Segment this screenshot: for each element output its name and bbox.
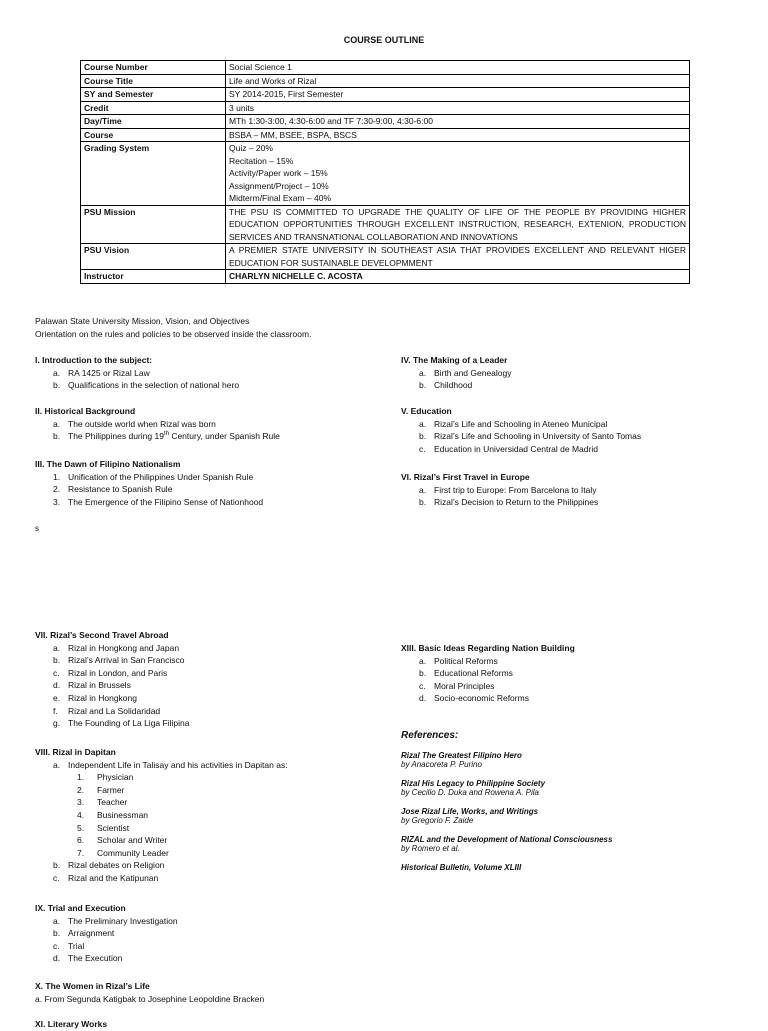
- list-text: Unification of the Philippines Under Spanish Rule: [68, 471, 254, 482]
- list-marker: c.: [53, 667, 60, 678]
- info-value-line: Social Science 1: [229, 62, 292, 72]
- list-text: Rizal’s Life and Schooling in Ateneo Municipal: [434, 418, 608, 429]
- list-marker: c.: [53, 940, 60, 951]
- list-text: Rizal and La Solidaridad: [68, 705, 161, 716]
- list-text: Educational Reforms: [434, 668, 513, 679]
- info-label: PSU Vision: [81, 244, 226, 270]
- intro-line: Orientation on the rules and policies to be observed inside the classroom.: [35, 329, 312, 339]
- list-item: [35, 822, 288, 835]
- list-text: Trial: [68, 940, 85, 951]
- outline-list: [401, 655, 575, 705]
- list-marker: d.: [53, 680, 61, 691]
- info-value: [226, 128, 690, 142]
- document-title: COURSE OUTLINE: [343, 35, 425, 45]
- list-item: [35, 809, 288, 822]
- list-text: Moral Principles: [434, 680, 495, 691]
- list-text: Rizal’s Arrival in San Francisco: [68, 655, 185, 666]
- info-row: [81, 270, 690, 284]
- info-value-line: A PREMIER STATE UNIVERSITY IN SOUTHEAST ASIA THAT PROVIDES EXCELLENT AND RELEVANT HIGER EDUCATION FOR SUSTAINABLE DEVELOPMMENT: [229, 245, 686, 268]
- list-text: Rizal in Hongkong: [68, 692, 137, 703]
- list-item: [401, 379, 512, 392]
- section-making-of-leader: [401, 354, 512, 392]
- list-marker: 6.: [77, 835, 85, 846]
- info-value-line: Life and Works of Rizal: [229, 75, 317, 86]
- list-item: [401, 692, 575, 705]
- list-item: [35, 927, 178, 940]
- list-item: [35, 379, 239, 392]
- section-nation-building: [401, 642, 575, 705]
- info-row: [81, 244, 690, 270]
- section-heading: III. The Dawn of Filipino Nationalism: [35, 459, 181, 469]
- list-marker: b.: [53, 860, 61, 871]
- list-marker: 1.: [77, 772, 85, 783]
- list-text: Teacher: [97, 797, 128, 808]
- list-text: Businessman: [97, 809, 149, 820]
- list-marker: c.: [419, 680, 426, 691]
- reference-author: by Anacoreta P. Purino: [401, 760, 482, 769]
- reference-title: Rizal His Legacy to Philippine Society: [401, 779, 546, 788]
- list-item: [401, 367, 512, 380]
- list-text: Education in Universidad Central de Madrid: [434, 443, 598, 454]
- section-literary-works: [35, 1018, 107, 1031]
- info-value: [226, 88, 690, 102]
- list-marker: a.: [419, 484, 427, 495]
- section-second-travel: [35, 629, 189, 730]
- list-text: Qualifications in the selection of national hero: [68, 380, 240, 391]
- section-heading: X. The Women in Rizal’s Life: [35, 981, 150, 991]
- list-text: RA 1425 or Rizal Law: [68, 367, 150, 378]
- info-value: [226, 270, 690, 284]
- list-text: First trip to Europe: From Barcelona to Italy: [434, 484, 597, 495]
- list-marker: g.: [53, 718, 61, 729]
- list-text: Rizal in Brussels: [68, 680, 131, 691]
- list-text: Rizal in Hongkong and Japan: [68, 642, 180, 653]
- outline-list: [35, 418, 280, 443]
- list-marker: 3.: [53, 496, 61, 507]
- list-marker: a.: [53, 759, 61, 770]
- list-text: Rizal’s Life and Schooling in University of Santo Tomas: [434, 431, 642, 442]
- list-item: [35, 940, 178, 953]
- section-heading: IX. Trial and Execution: [35, 903, 126, 913]
- info-label: SY and Semester: [81, 88, 226, 102]
- list-text: Socio-economic Reforms: [434, 693, 529, 704]
- list-text: Birth and Genealogy: [434, 367, 512, 378]
- info-label: Day/Time: [81, 115, 226, 129]
- outline-list: [35, 915, 178, 965]
- list-item: [35, 367, 239, 380]
- reference-author: by Cecilio D. Duka and Rowena A. Pila: [401, 788, 539, 797]
- list-marker: d.: [53, 953, 61, 964]
- list-item: [35, 796, 288, 809]
- list-item: [35, 679, 189, 692]
- info-value-line: Activity/Paper work – 15%: [229, 168, 328, 178]
- list-marker: 5.: [77, 822, 85, 833]
- list-item: [401, 418, 641, 431]
- list-marker: d.: [419, 693, 427, 704]
- list-text: Farmer: [97, 784, 125, 795]
- list-item: [35, 759, 288, 772]
- outline-list: [401, 484, 598, 509]
- section-education: [401, 405, 641, 455]
- list-marker: c.: [419, 443, 426, 454]
- info-value-line: Assignment/Project – 10%: [229, 180, 329, 191]
- info-value: [226, 244, 690, 270]
- list-item: [401, 667, 575, 680]
- list-text: Rizal in London, and Paris: [68, 667, 168, 678]
- list-marker: b.: [419, 431, 427, 442]
- list-text: Political Reforms: [434, 655, 498, 666]
- section-heading: XI. Literary Works: [35, 1019, 108, 1029]
- section-heading: XIII. Basic Ideas Regarding Nation Building: [401, 643, 575, 653]
- list-item: [35, 784, 288, 797]
- info-value: [226, 74, 690, 88]
- list-marker: a.: [419, 367, 427, 378]
- info-label: Course Number: [81, 61, 226, 75]
- info-row: [81, 115, 690, 129]
- list-text: The outside world when Rizal was born: [68, 418, 216, 429]
- list-item: [35, 496, 263, 509]
- list-item: [35, 654, 189, 667]
- section-heading: II. Historical Background: [35, 406, 136, 416]
- info-row: [81, 61, 690, 75]
- list-text: Rizal’s Decision to Return to the Philippines: [434, 497, 599, 508]
- list-marker: b.: [419, 380, 427, 391]
- list-item: [401, 443, 641, 456]
- info-label: Grading System: [81, 142, 226, 206]
- section-heading: VIII. Rizal in Dapitan: [35, 747, 116, 757]
- list-marker: a.: [419, 418, 427, 429]
- list-item: [35, 915, 178, 928]
- reference-author: by Romero et al.: [401, 844, 460, 853]
- info-label: Credit: [81, 101, 226, 115]
- info-row: [81, 205, 690, 244]
- info-row: [81, 101, 690, 115]
- list-marker: 4.: [77, 809, 85, 820]
- info-label: Course: [81, 128, 226, 142]
- list-text: The Execution: [68, 953, 123, 964]
- info-value: [226, 205, 690, 244]
- reference-title: Jose Rizal Life, Works, and Writings: [401, 807, 539, 816]
- section-heading: VII. Rizal’s Second Travel Abroad: [35, 630, 169, 640]
- list-marker: 3.: [77, 797, 85, 808]
- info-value-line: CHARLYN NICHELLE C. ACOSTA: [229, 271, 363, 281]
- section-heading: I. Introduction to the subject:: [35, 355, 153, 365]
- list-text: The Emergence of the Filipino Sense of Nationhood: [68, 496, 264, 507]
- list-marker: b.: [53, 928, 61, 939]
- list-text: Scholar and Writer: [97, 835, 168, 846]
- info-label: Instructor: [81, 270, 226, 284]
- section-introduction: [35, 354, 239, 392]
- list-marker: 2.: [77, 784, 85, 795]
- list-item: [35, 692, 189, 705]
- list-marker: b.: [53, 431, 61, 442]
- info-value-line: Midterm/Final Exam – 40%: [229, 193, 332, 203]
- info-value-line: MTh 1:30-3:00, 4:30-6:00 and TF 7:30-9:00, 4:30-6:00: [229, 116, 433, 126]
- list-item: [35, 483, 263, 496]
- info-value-line: Quiz – 20%: [229, 143, 273, 153]
- info-value: [226, 115, 690, 129]
- list-text: Arraignment: [68, 928, 115, 939]
- list-marker: f.: [53, 705, 58, 716]
- list-text: Independent Life in Talisay and his activities in Dapitan as:: [68, 759, 288, 770]
- outline-list: [35, 471, 263, 509]
- outline-list: [35, 367, 239, 392]
- stray-character: s: [35, 524, 39, 533]
- section-heading: IV. The Making of a Leader: [401, 355, 508, 365]
- info-label: PSU Mission: [81, 205, 226, 244]
- outline-list: [401, 418, 641, 456]
- list-marker: c.: [53, 872, 60, 883]
- section-trial-execution: [35, 902, 178, 965]
- list-item: [35, 667, 189, 680]
- list-text: Childhood: [434, 380, 473, 391]
- outline-list: [401, 367, 512, 392]
- list-marker: b.: [419, 668, 427, 679]
- list-item: [35, 834, 288, 847]
- section-text: a. From Segunda Katigbak to Josephine Leopoldine Bracken: [35, 993, 265, 1004]
- list-item: [401, 655, 575, 668]
- list-marker: 1.: [53, 471, 61, 482]
- section-historical-background: [35, 405, 280, 443]
- list-marker: 7.: [77, 847, 85, 858]
- reference-author: by Gregorio F. Zaide: [401, 816, 474, 825]
- list-text: The Preliminary Investigation: [68, 915, 178, 926]
- list-marker: b.: [419, 497, 427, 508]
- list-marker: e.: [53, 692, 61, 703]
- list-text-cont: Century, under Spanish Rule: [168, 431, 280, 442]
- course-info-table: [80, 60, 690, 284]
- intro-line: Palawan State University Mission, Vision, and Objectives: [35, 316, 250, 326]
- list-item: [401, 496, 598, 509]
- section-women: [35, 980, 264, 1005]
- superscript: th: [163, 431, 169, 438]
- section-dapitan: [35, 746, 288, 885]
- list-item: [401, 484, 598, 497]
- list-marker: a.: [53, 367, 61, 378]
- list-item: [35, 859, 288, 872]
- section-heading: V. Education: [401, 406, 452, 416]
- list-text: Rizal and the Katipunan: [68, 872, 159, 883]
- section-heading: VI. Rizal’s First Travel in Europe: [401, 472, 530, 482]
- info-value: [226, 61, 690, 75]
- list-marker: b.: [53, 380, 61, 391]
- intro-text: [35, 315, 311, 341]
- list-text: The Founding of La Liga Filipina: [68, 718, 190, 729]
- info-value-line: BSBA – MM, BSEE, BSPA, BSCS: [229, 129, 357, 140]
- section-dawn-of-nationalism: [35, 458, 263, 508]
- list-item: [401, 430, 641, 443]
- list-marker: a.: [53, 418, 61, 429]
- section-first-travel: [401, 471, 598, 509]
- reference-title: Historical Bulletin, Volume XLIII: [401, 863, 522, 872]
- info-value-line: 3 units: [229, 102, 255, 113]
- list-text: The Philippines during 19: [68, 431, 164, 442]
- list-marker: a.: [53, 642, 61, 653]
- info-row: [81, 142, 690, 206]
- list-item: [35, 430, 280, 443]
- list-marker: a.: [53, 915, 61, 926]
- list-marker: b.: [53, 655, 61, 666]
- list-item: [35, 717, 189, 730]
- list-item: [35, 418, 280, 431]
- list-item: [401, 680, 575, 693]
- info-row: [81, 74, 690, 88]
- list-marker: 2.: [53, 484, 61, 495]
- list-marker: a.: [419, 655, 427, 666]
- info-value: [226, 101, 690, 115]
- list-text: Rizal debates on Religion: [68, 860, 165, 871]
- info-value: [226, 142, 690, 206]
- info-value-line: Recitation – 15%: [229, 155, 294, 166]
- references-heading: References:: [401, 730, 459, 741]
- list-text: Scientist: [97, 822, 130, 833]
- list-item: [35, 471, 263, 484]
- list-item: [35, 872, 288, 885]
- list-text: Resistance to Spanish Rule: [68, 484, 173, 495]
- list-item: [35, 847, 288, 860]
- info-row: [81, 128, 690, 142]
- info-value-line: THE PSU IS COMMITTED TO UPGRADE THE QUALITY OF LIFE OF THE PEOPLE BY PROVIDING HIGHER EDUCATION OPPORTUNITIES THROUGH EXCELLENT INSTRUCTION, RESEARCH, EXTENION, PRODUCTION SERVICES AND TRANSNATIONAL COLLABORATION AND INNOVATIONS: [229, 206, 686, 242]
- list-item: [35, 705, 189, 718]
- list-text: Physician: [97, 772, 134, 783]
- list-text: Community Leader: [97, 847, 169, 858]
- list-item: [35, 952, 178, 965]
- list-item: [35, 642, 189, 655]
- list-item: [35, 771, 288, 784]
- info-value-line: SY 2014-2015, First Semester: [229, 89, 344, 99]
- info-label: Course Title: [81, 74, 226, 88]
- outline-list: [35, 759, 288, 885]
- references: [401, 730, 612, 882]
- reference-title: Rizal The Greatest Filipino Hero: [401, 751, 522, 760]
- info-row: [81, 88, 690, 102]
- reference-title: RIZAL and the Development of National Consciousness: [401, 835, 613, 844]
- outline-list: [35, 642, 189, 730]
